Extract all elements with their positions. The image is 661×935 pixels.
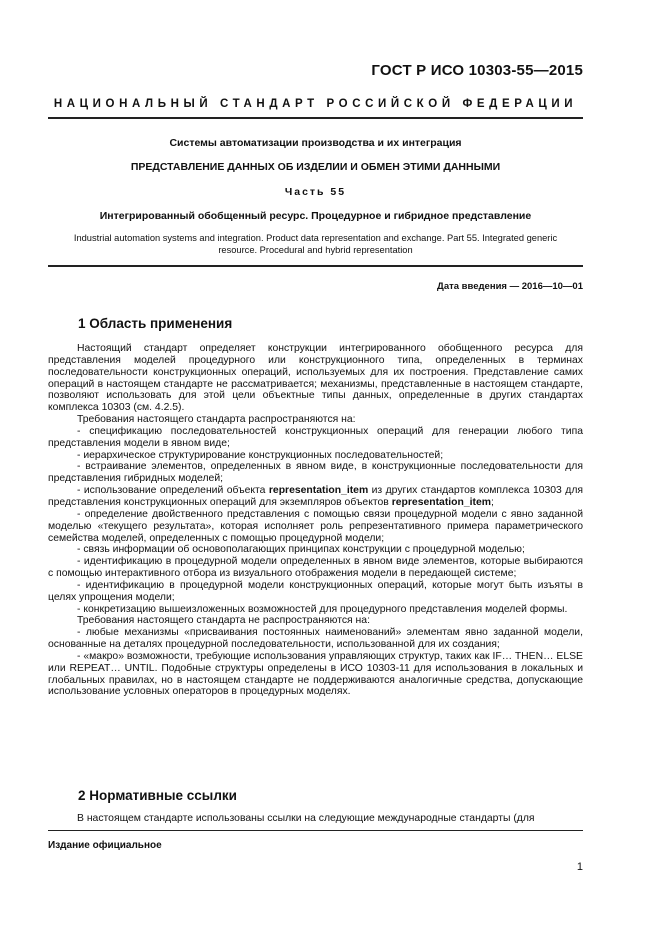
scope-item: - конкретизацию вышеизложенных возможностей для процедурного представления моделей формы.	[77, 603, 568, 615]
scope-item: - спецификацию последовательностей конструкционных операций для генерации любого типа представления модели в явном виде;	[48, 425, 583, 449]
edition-label: Издание официальное	[48, 840, 162, 851]
text-run: из других стандартов комплекса 10303 для представления конструкционных операций для экземпляров объектов	[48, 485, 584, 508]
footer-divider	[48, 830, 583, 831]
header-divider	[48, 117, 583, 119]
title-english	[48, 233, 583, 256]
section1-heading: 1 Область применения	[78, 316, 233, 331]
title-english-line2: resource. Procedural and hybrid representation	[218, 244, 413, 255]
title-english-line1: Industrial automation systems and integration. Product data representation and exchange. Part 55. Integrated generic	[73, 233, 558, 243]
scope-item	[48, 485, 583, 509]
section2-heading: 2 Нормативные ссылки	[78, 788, 237, 803]
scope-item: - идентификацию в процедурной модели определенных в явном виде элементов, которые выбираются с помощью интерактивного отбора из визуального отображения модели в передающей системе;	[48, 556, 583, 580]
entity-term: representation_item	[268, 485, 369, 497]
section1-paragraph: Требования настоящего стандарта распространяются на:	[77, 414, 356, 426]
text-run: - использование определений объекта	[77, 485, 269, 497]
scope-item: - определение двойственного представления с помощью связи процедурной модели с явно заданной моделью «текущего результата», которая исполняет роль репрезентативного примера параметрического семейства моделей, определенных с помощью процедурной модели;	[48, 508, 583, 544]
introduction-date: Дата введения — 2016—10—01	[437, 281, 583, 292]
exclusion-item: - любые механизмы «присваивания постоянных наименований» элементам явно заданной модели, основанные на деталях процедурной последовательности, использованной для их создания;	[48, 627, 583, 651]
section1-paragraph: Требования настоящего стандарта не распространяются на:	[77, 615, 370, 627]
title-subtitle: Интегрированный обобщенный ресурс. Процедурное и гибридное представление	[99, 210, 532, 222]
scope-item: - встраивание элементов, определенных в явном виде, в конструкционные последовательности для представления гибридных моделей;	[48, 461, 583, 485]
section1-body	[48, 343, 583, 698]
section1-paragraph: Настоящий стандарт определяет конструкции интегрированного обобщенного ресурса для представления моделей процедурного или конструкционного типа, определенных в терминах последовательности конструкционных операций, используемых для их построения. Представление самих операций в настоящем стандарте не рассматривается; механизмы, представленные в настоящем стандарте, позволяют использовать для этой цели объектные типы данных, определенные в других стандартах комплекса 10303 (см. 4.2.5).	[48, 343, 583, 414]
title-divider	[48, 265, 583, 267]
scope-item: - связь информации об основополагающих принципах конструкции с процедурной моделью;	[77, 544, 525, 556]
text-run: ;	[491, 496, 494, 508]
document-id: ГОСТ Р ИСО 10303-55—2015	[371, 62, 583, 79]
title-series: Системы автоматизации производства и их интеграция	[169, 137, 462, 149]
entity-term: representation_item	[391, 496, 492, 508]
national-standard-banner: НАЦИОНАЛЬНЫЙ СТАНДАРТ РОССИЙСКОЙ ФЕДЕРАЦИИ	[53, 98, 578, 110]
exclusion-item: - «макро» возможности, требующие использования управляющих структур, таких как IF… THEN… ELSE или REPEAT… UNTIL. Подобные структуры определены в ИСО 10303-11 для использования в локальных и глобальных правилах, но в настоящем стандарте не поддерживаются аналогичные средства, допускающие использование условных операторов в процедурных моделях.	[48, 650, 583, 698]
section2-paragraph: В настоящем стандарте использованы ссылки на следующие международные стандарты (для	[77, 813, 535, 824]
title-part: Часть 55	[284, 186, 347, 198]
section2-body	[48, 813, 583, 825]
title-main: ПРЕДСТАВЛЕНИЕ ДАННЫХ ОБ ИЗДЕЛИИ И ОБМЕН ЭТИМИ ДАННЫМИ	[130, 161, 501, 173]
page-number: 1	[576, 861, 583, 873]
scope-item: - иерархическое структурирование конструкционных последовательностей;	[77, 449, 444, 461]
scope-item: - идентификацию в процедурной модели конструкционных операций, которые могут быть изъяты в целях упрощения модели;	[48, 579, 583, 603]
